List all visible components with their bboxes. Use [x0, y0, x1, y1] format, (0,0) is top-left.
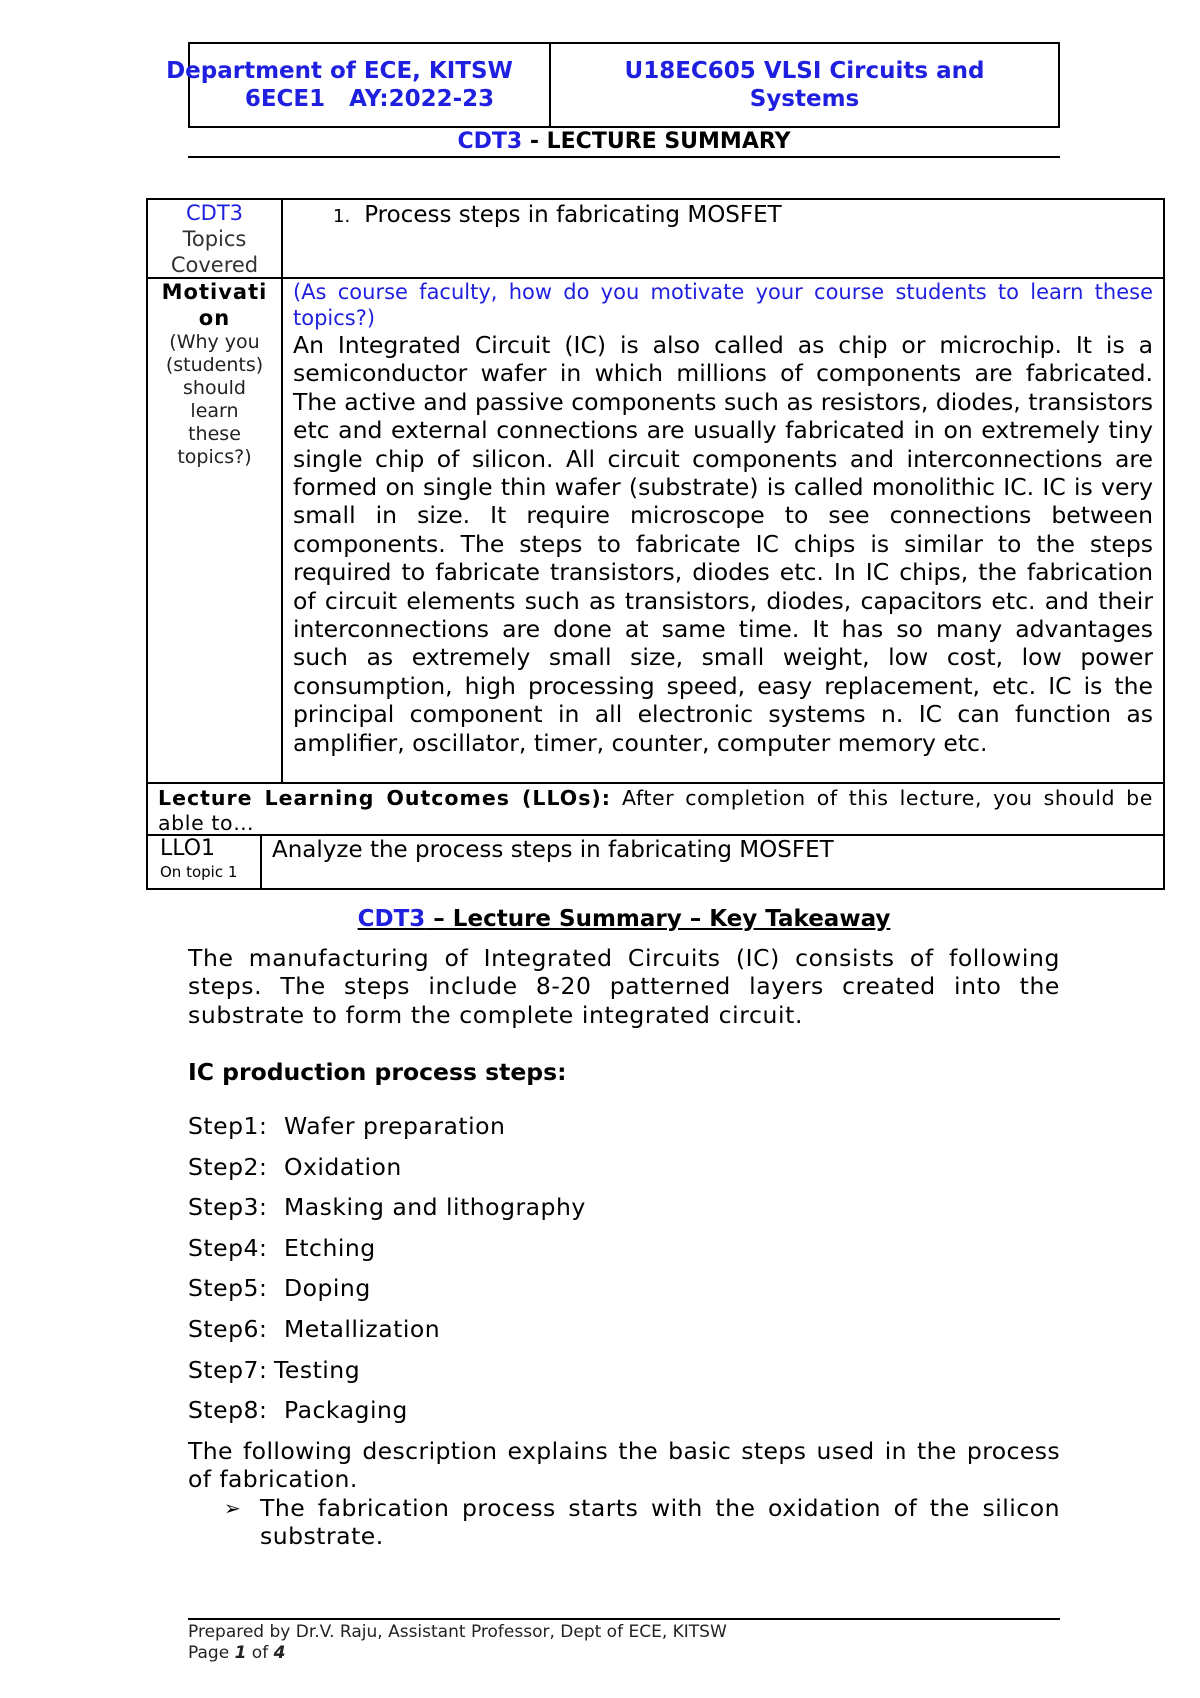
step-label: Step7: [188, 1355, 268, 1384]
llo-content-cell [262, 836, 1163, 888]
motivation-sub-line: should [183, 377, 246, 399]
step-text: Oxidation [284, 1152, 402, 1181]
list-item [188, 1153, 586, 1194]
topic-number: 1. [333, 206, 351, 227]
motivation-heading-part2: on [198, 306, 231, 330]
step-text: Masking and lithography [284, 1193, 586, 1222]
page-current: 1 [234, 1643, 247, 1663]
step-text: Doping [284, 1274, 371, 1303]
motivation-label-cell [148, 279, 283, 782]
step-label: Step1: [188, 1112, 268, 1140]
course-title-line1: U18EC605 VLSI Circuits and [624, 58, 985, 84]
fabrication-description: The following description explains the basic steps used in the process of fabrication. [188, 1437, 1060, 1494]
class-year: 6ECE1 AY:2022-23 [244, 86, 495, 112]
motivation-content-cell [283, 279, 1163, 782]
step-label: Step5: [188, 1274, 268, 1303]
llo-heading: Lecture Learning Outcomes (LLOs): [158, 786, 611, 810]
motivation-sub-line: these [188, 423, 241, 445]
motivation-prompt: (As course faculty, how do you motivate your course students to learn these topics?) [293, 280, 1153, 330]
motivation-heading-part1: Motivati [161, 280, 268, 304]
motivation-sub-line: (Why you [169, 331, 260, 353]
motivation-sub-line: (students) [165, 354, 264, 376]
llo-intro: After completion of this lecture, you should be able to… [158, 786, 1154, 835]
step-label: Step4: [188, 1233, 268, 1262]
title-code: CDT3 [457, 129, 523, 154]
page-of: of [246, 1643, 274, 1663]
page-number [188, 1642, 1060, 1664]
arrow-bullet-icon: ➢ [224, 1496, 242, 1520]
course-cell [551, 44, 1058, 126]
summary-intro: The manufacturing of Integrated Circuits (IC) consists of following steps. The steps include 8-20 patterned layers created into the substrate to form the complete integrated circuit. [188, 944, 1060, 1029]
motivation-sub-line: topics?) [177, 446, 252, 468]
list-item [188, 1315, 586, 1356]
step-label: Step3: [188, 1193, 268, 1222]
topics-label-cell [148, 200, 283, 277]
topics-label-code: CDT3 [185, 201, 244, 225]
process-steps-heading: IC production process steps: [188, 1058, 567, 1086]
title-text: - LECTURE SUMMARY [522, 129, 791, 154]
list-item [188, 1112, 586, 1153]
llo-heading-cell [158, 786, 1153, 836]
step-text: Etching [284, 1233, 376, 1262]
bullet-text: The fabrication process starts with the oxidation of the silicon substrate. [260, 1494, 1060, 1551]
topics-label-covered: Covered [170, 253, 259, 277]
page-footer [188, 1618, 1060, 1664]
step-text: Testing [274, 1355, 361, 1384]
motivation-body: An Integrated Circuit (IC) is also called as chip or microchip. It is a semiconductor wafer in which millions of components are fabricated. The active and passive components such as resistors, diodes, transistors etc and external connections are usually fabricated in on extremely tiny single chip of silicon. All circuit components and interconnections are formed on single thin wafer (substrate) is called monolithic IC. IC is very small in size. It require microscope to see connections between components. The steps to fabricate IC chips is similar to the steps required to fabricate transistors, diodes etc. In IC chips, the fabrication of circuit elements such as transistors, diodes, capacitors etc. and their interconnections are done at same time. It has so many advantages such as extremely small size, small weight, low cost, low power consumption, high processing speed, easy replacement, etc. IC is the principal component in all electronic systems n. IC can function as amplifier, oscillator, timer, counter, computer memory etc. [293, 331, 1153, 757]
header-box [166, 42, 1060, 128]
list-item [188, 1396, 586, 1437]
step-text: Wafer preparation [284, 1112, 506, 1140]
bullet-item [224, 1494, 1060, 1551]
motivation-row [148, 279, 1163, 784]
llo-id: LLO1 [160, 836, 216, 861]
llo-text: Analyze the process steps in fabricating MOSFET [272, 837, 834, 863]
key-takeaway-heading [188, 905, 1060, 933]
key-takeaway-code: CDT3 [357, 906, 426, 932]
course-title-line2: Systems [749, 86, 860, 112]
llo-label-cell [148, 836, 262, 888]
topics-content-cell [283, 200, 1163, 277]
prepared-by: Prepared by Dr.V. Raju, Assistant Professor, Dept of ECE, KITSW [188, 1622, 727, 1642]
list-item [188, 1193, 586, 1234]
page-word: Page [188, 1643, 235, 1663]
key-takeaway-text: – Lecture Summary – Key Takeaway [425, 906, 891, 932]
list-item [188, 1234, 586, 1275]
topic-text: Process steps in fabricating MOSFET [364, 202, 782, 228]
step-label: Step2: [188, 1152, 268, 1181]
topics-row [148, 200, 1163, 279]
llo-row [148, 836, 1163, 888]
llo-topic: On topic 1 [160, 863, 238, 881]
motivation-sub-line: learn [190, 400, 239, 422]
list-item [188, 1274, 586, 1315]
topics-label-topics: Topics [182, 227, 247, 251]
department-cell [166, 44, 551, 126]
step-label: Step6: [188, 1314, 268, 1343]
step-text: Packaging [284, 1396, 408, 1425]
lecture-table [146, 198, 1165, 890]
department-name: Department of ECE, KITSW [166, 58, 513, 84]
llo-heading-row [148, 784, 1163, 836]
page-total: 4 [273, 1643, 286, 1663]
step-text: Metallization [284, 1314, 441, 1343]
step-label: Step8: [188, 1396, 268, 1425]
page-title [188, 128, 1060, 158]
list-item [188, 1356, 586, 1397]
process-steps-list [188, 1112, 586, 1437]
